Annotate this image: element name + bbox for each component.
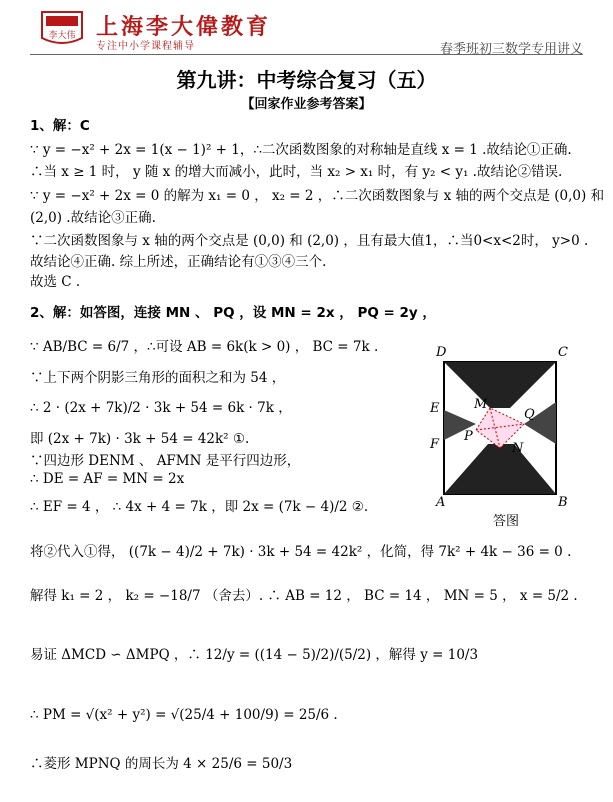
answer-line: ∴菱形 MPNQ 的周长为 4 × 25/6 = 50/3 bbox=[30, 756, 293, 772]
answer-line: (2,0) .故结论③正确. bbox=[30, 210, 156, 226]
brand-slogan: 专注中小学课程辅导 bbox=[96, 41, 195, 52]
label-e: E bbox=[430, 401, 440, 416]
answer-line: ∴当 x ≥ 1 时， y 随 x 的增大而减小，此时，当 x₂ > x₁ 时，有 y₂ < y₁ .故结论②错误. bbox=[30, 164, 563, 180]
answer-line: 易证 ΔMCD ∽ ΔMPQ ，∴ 12/y = ((14 − 5)/2)/(5/2) ，解得 y = 10/3 bbox=[30, 647, 479, 663]
answer-line: ∵ y = −x² + 2x = 0 的解为 x₁ = 0 ， x₂ = 2 ，∴二次函数图象与 x 轴的两个交点是 (0,0) 和 bbox=[30, 188, 605, 204]
geometry-figure bbox=[426, 340, 576, 510]
answer-line: ∵二次函数图象与 x 轴的两个交点是 (0,0) 和 (2,0) ，且有最大值1，∴当0<x<2时， y>0 . bbox=[30, 233, 589, 249]
answer-line: ∵ y = −x² + 2x = 1(x − 1)² + 1，∴二次函数图象的对称轴是直线 x = 1 .故结论①正确. bbox=[30, 142, 572, 158]
label-p: P bbox=[464, 429, 473, 444]
answer-line: 故结论④正确. 综上所述，正确结论有①③④三个. bbox=[30, 254, 327, 270]
label-c: C bbox=[558, 345, 568, 360]
figure-caption: 答图 bbox=[493, 514, 520, 529]
logo bbox=[36, 8, 88, 48]
label-a: A bbox=[436, 495, 446, 510]
page-title: 第九讲：中考综合复习（五） bbox=[176, 68, 437, 92]
label-q: Q bbox=[524, 407, 535, 422]
answer-line: 2、解：如答图，连接 MN 、 PQ ，设 MN = 2x ， PQ = 2y ， bbox=[30, 305, 436, 321]
label-b: B bbox=[558, 495, 568, 510]
answer-line: 即 (2x + 7k) · 3k + 54 = 42k² ①. bbox=[30, 431, 250, 447]
answer-line: 1、解：C bbox=[30, 118, 90, 134]
answer-line: ∴ PM = √(x² + y²) = √(25/4 + 100/9) = 25/6 . bbox=[30, 707, 338, 723]
label-n: N bbox=[512, 441, 524, 456]
answer-line: 故选 C . bbox=[30, 274, 81, 290]
answer-line: ∴ 2 · (2x + 7k)/2 · 3k + 54 = 6k · 7k ， bbox=[30, 400, 292, 416]
answer-line: ∵上下两个阴影三角形的面积之和为 54 ， bbox=[30, 370, 286, 386]
answer-line: ∵四边形 DENM 、 AFMN 是平行四边形， bbox=[30, 453, 301, 469]
top-shaded-triangle bbox=[444, 362, 556, 408]
answer-line: ∵ AB/BC = 6/7 ，∴可设 AB = 6k(k > 0) ， BC = 7k . bbox=[30, 339, 379, 355]
answer-line: 将②代入①得， ((7k − 4)/2 + 7k) · 3k + 54 = 42k² ，化简，得 7k² + 4k − 36 = 0 . bbox=[30, 544, 572, 560]
label-d: D bbox=[436, 345, 447, 360]
logo-text: 李大伟 bbox=[48, 31, 76, 41]
course-name: 春季班初三数学专用讲义 bbox=[439, 42, 583, 57]
answer-line: ∴ EF = 4 ， ∴ 4x + 4 = 7k ，即 2x = (7k − 4)/2 ②. bbox=[30, 499, 369, 515]
answer-line: 解得 k₁ = 2 ， k₂ = −18/7 （舍去）. ∴ AB = 12 ， BC = 14 ， MN = 5 ， x = 5/2 . bbox=[30, 588, 578, 604]
brand-name: 上海李大偉教育 bbox=[96, 14, 272, 40]
answer-line: ∴ DE = AF = MN = 2x bbox=[30, 471, 185, 487]
header-divider bbox=[30, 54, 583, 55]
label-m: M bbox=[474, 397, 488, 412]
bottom-shaded-triangle bbox=[444, 444, 556, 494]
page-subtitle: 【回家作业参考答案】 bbox=[241, 97, 372, 112]
label-f: F bbox=[430, 437, 440, 452]
